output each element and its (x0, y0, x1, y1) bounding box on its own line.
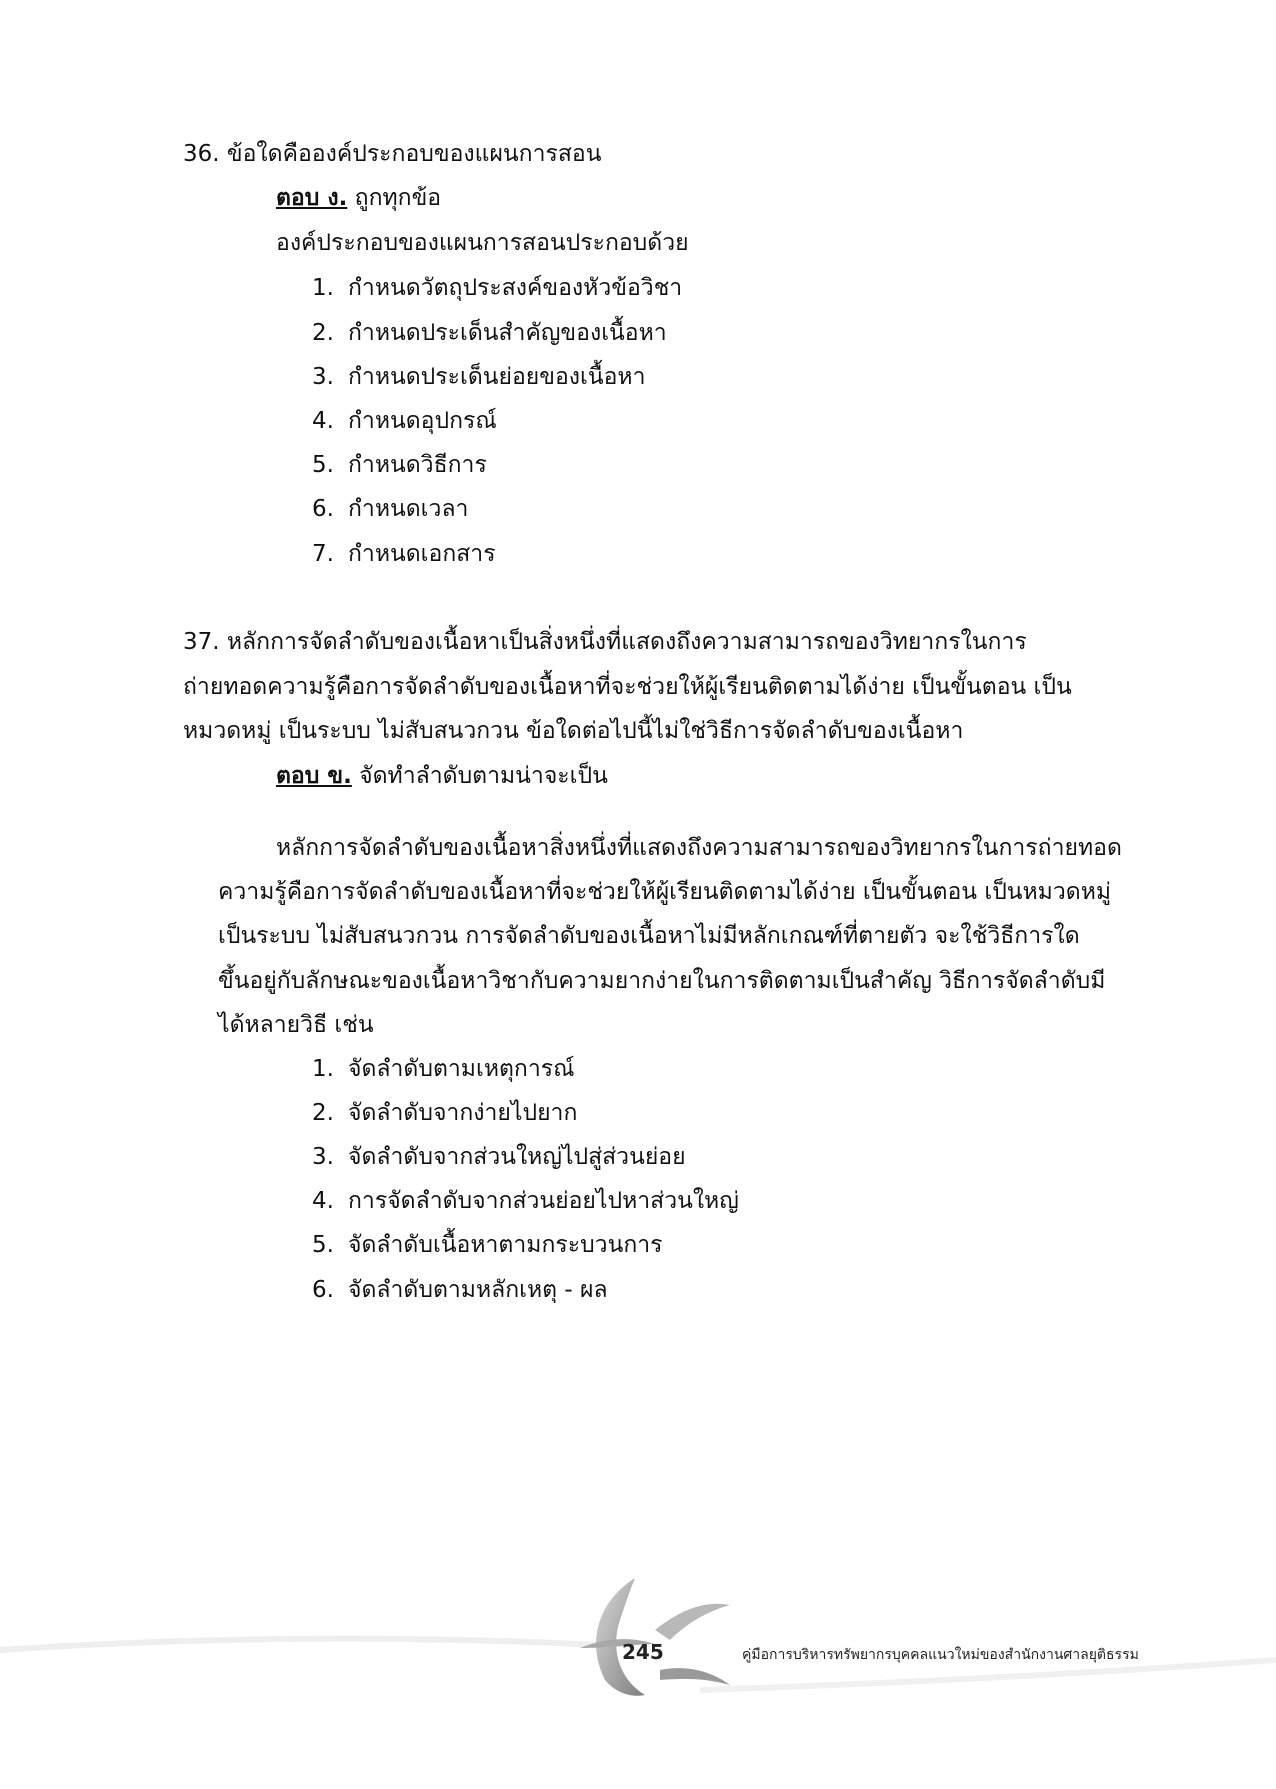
list-item-text: กำหนดวิธีการ (348, 452, 487, 478)
list-item-number: 2. (312, 320, 334, 346)
q37-answer-label: ตอบ ข. (276, 763, 352, 789)
list-item-text: จัดลำดับตามเหตุการณ์ (348, 1056, 575, 1082)
q37-answer (276, 761, 608, 791)
list-item (312, 1142, 686, 1172)
list-item (312, 1054, 574, 1084)
q36-answer (276, 183, 441, 213)
list-item-number: 7. (312, 541, 334, 567)
footer-title: คู่มือการบริหารทรัพยากรบุคคลแนวใหม่ของสำนักงานศาลยุติธรรม (742, 1647, 1139, 1663)
list-item-number: 4. (312, 1188, 334, 1214)
list-item-number: 5. (312, 452, 334, 478)
q37-answer-text: จัดทำลำดับตามน่าจะเป็น (351, 763, 608, 789)
list-item-text: จัดลำดับตามหลักเหตุ - ผล (348, 1277, 608, 1303)
list-item (312, 1230, 663, 1260)
page-number: 245 (622, 1640, 664, 1664)
list-item-number: 6. (312, 496, 334, 522)
list-item (312, 494, 468, 524)
q36-intro: องค์ประกอบของแผนการสอนประกอบด้วย (276, 230, 689, 256)
list-item-text: กำหนดวัตถุประสงค์ของหัวข้อวิชา (348, 275, 683, 301)
list-item-number: 2. (312, 1100, 334, 1126)
q36-answer-text: ถูกทุกข้อ (347, 185, 442, 211)
q37-question-line: 37. หลักการจัดลำดับของเนื้อหาเป็นสิ่งหนึ่งที่แสดงถึงความสามารถของวิทยากรในการ (183, 629, 1027, 655)
list-item (312, 1275, 608, 1305)
list-item (312, 450, 487, 480)
list-item (312, 362, 646, 392)
q37-explanation-line: ได้หลายวิธี เช่น (218, 1012, 374, 1038)
q37-explanation-line: ขึ้นอยู่กับลักษณะของเนื้อหาวิชากับความยากง่ายในการติดตามเป็นสำคัญ วิธีการจัดลำดับมี (218, 968, 1106, 994)
list-item-text: กำหนดประเด็นสำคัญของเนื้อหา (348, 320, 667, 346)
q37-explanation-line: ความรู้คือการจัดลำดับของเนื้อหาที่จะช่วยให้ผู้เรียนติดตามได้ง่าย เป็นขั้นตอน เป็นหมวดหมู่ (218, 879, 1112, 905)
list-item-number: 3. (312, 364, 334, 390)
q37-explanation-line: เป็นระบบ ไม่สับสนวกวน การจัดลำดับของเนื้อหาไม่มีหลักเกณฑ์ที่ตายตัว จะใช้วิธีการใด (218, 923, 1080, 949)
q37-question-line: ถ่ายทอดความรู้คือการจัดลำดับของเนื้อหาที่จะช่วยให้ผู้เรียนติดตามได้ง่าย เป็นขั้นตอน เป็น (183, 674, 1072, 700)
list-item (312, 406, 497, 436)
list-item-text: กำหนดอุปกรณ์ (348, 408, 497, 434)
list-item-number: 1. (312, 1056, 334, 1082)
list-item-number: 1. (312, 275, 334, 301)
list-item (312, 539, 496, 569)
list-item-number: 6. (312, 1277, 334, 1303)
q37-explanation-line: หลักการจัดลำดับของเนื้อหาสิ่งหนึ่งที่แสดงถึงความสามารถของวิทยากรในการถ่ายทอด (276, 835, 1122, 861)
list-item (312, 1186, 739, 1216)
list-item-text: การจัดลำดับจากส่วนย่อยไปหาส่วนใหญ่ (348, 1188, 739, 1214)
q36-question: 36. ข้อใดคือองค์ประกอบของแผนการสอน (183, 141, 602, 167)
list-item (312, 318, 667, 348)
q37-question-line: หมวดหมู่ เป็นระบบ ไม่สับสนวกวน ข้อใดต่อไปนี้ไม่ใช่วิธีการจัดลำดับของเนื้อหา (183, 718, 964, 744)
list-item-text: กำหนดเวลา (348, 496, 469, 522)
list-item (312, 273, 682, 303)
q36-answer-label: ตอบ ง. (276, 185, 348, 211)
list-item (312, 1098, 577, 1128)
list-item-number: 4. (312, 408, 334, 434)
list-item-text: กำหนดเอกสาร (348, 541, 496, 567)
list-item-text: กำหนดประเด็นย่อยของเนื้อหา (348, 364, 646, 390)
list-item-text: จัดลำดับจากง่ายไปยาก (348, 1100, 578, 1126)
list-item-number: 5. (312, 1232, 334, 1258)
list-item-text: จัดลำดับจากส่วนใหญ่ไปสู่ส่วนย่อย (348, 1144, 686, 1170)
list-item-text: จัดลำดับเนื้อหาตามกระบวนการ (348, 1232, 663, 1258)
list-item-number: 3. (312, 1144, 334, 1170)
swirl-ornament-icon (575, 1570, 735, 1700)
